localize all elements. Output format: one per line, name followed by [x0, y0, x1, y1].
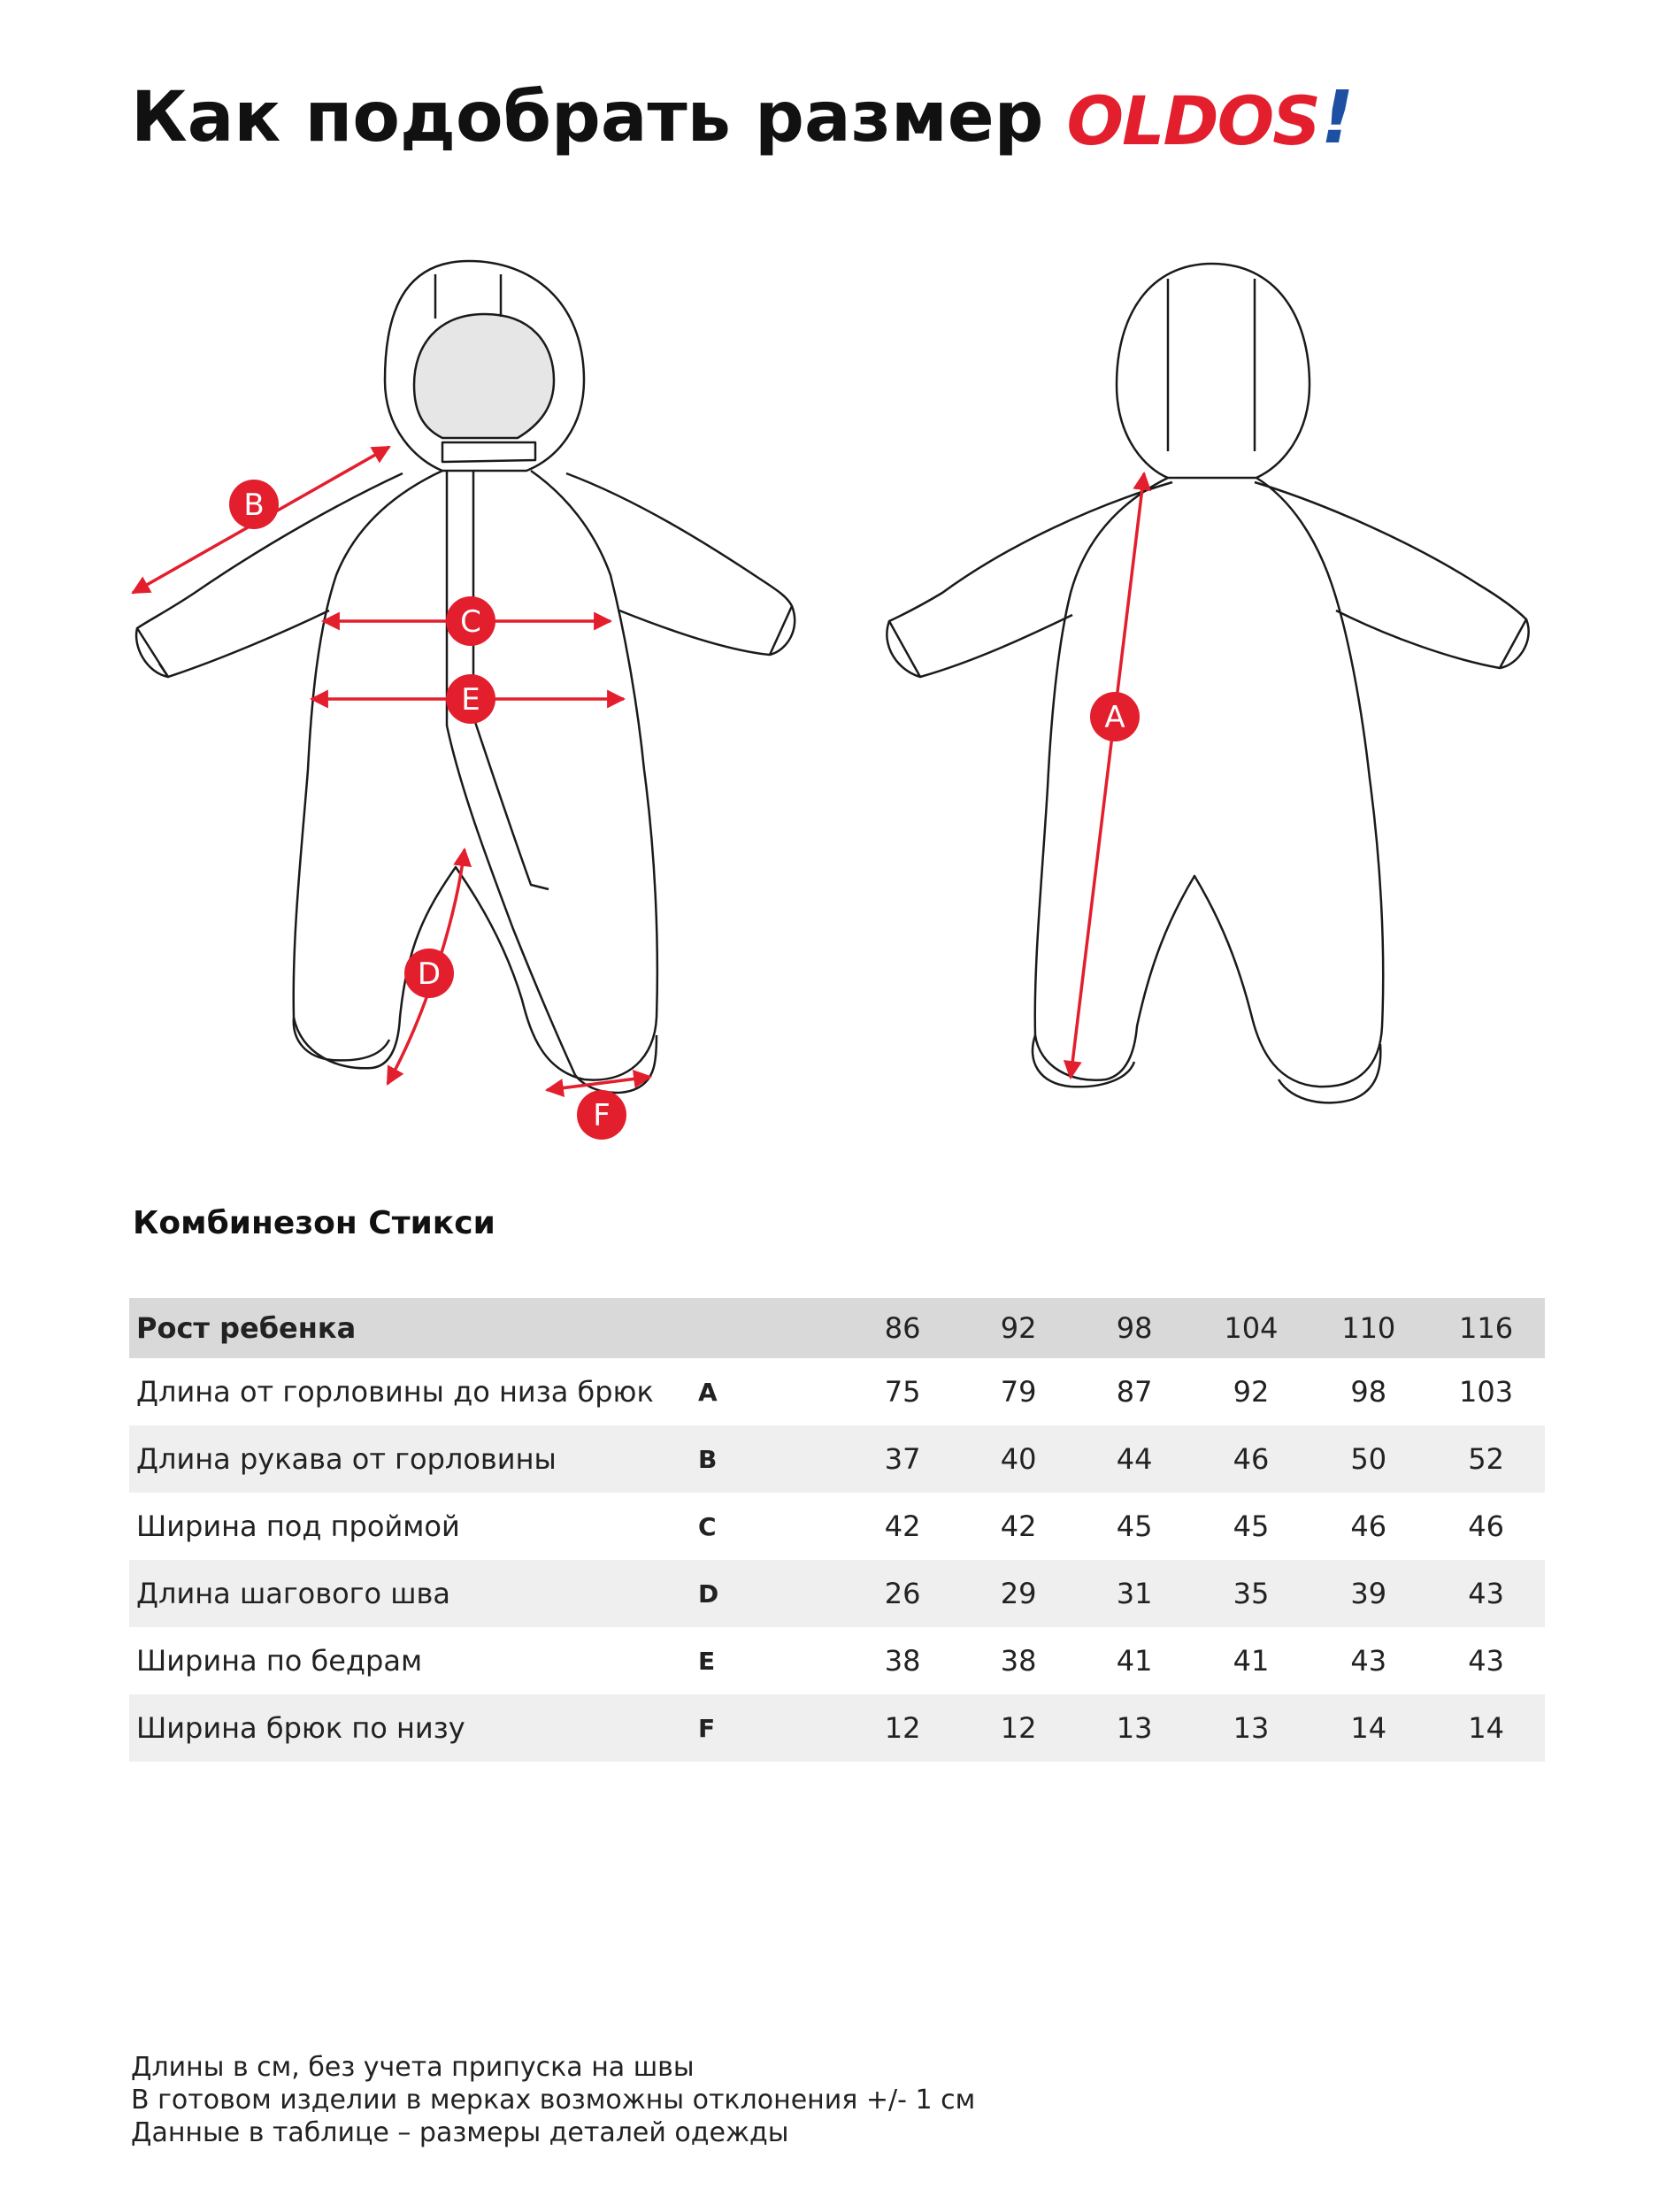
- row-label: Ширина под проймой: [136, 1509, 460, 1543]
- back-right-sleeve: [1255, 482, 1526, 668]
- front-right-sleeve: [566, 473, 792, 655]
- back-hood-seam: [1168, 279, 1255, 451]
- size-98: 98: [1077, 1298, 1193, 1358]
- row-letter: F: [698, 1694, 845, 1762]
- marker-b-label: B: [243, 488, 265, 523]
- cell: 52: [1427, 1425, 1545, 1493]
- cell: 45: [1116, 1509, 1153, 1543]
- cell: 40: [961, 1425, 1077, 1493]
- row-label: Длина шагового шва: [129, 1560, 698, 1627]
- back-view: [887, 264, 1528, 1102]
- footnote-line: В готовом изделии в мерках возможны отклонения +/- 1 см: [131, 2085, 976, 2116]
- footnotes: [131, 2051, 975, 2149]
- page-header: [131, 69, 1354, 166]
- cell: 45: [1233, 1509, 1270, 1543]
- cell: 31: [1077, 1560, 1193, 1627]
- marker-a-label: A: [1104, 700, 1125, 735]
- size-table-header: [129, 1298, 1545, 1358]
- cell: 37: [845, 1425, 961, 1493]
- cell: 50: [1310, 1425, 1427, 1493]
- cell: 43: [1468, 1644, 1504, 1678]
- cell: 46: [1468, 1509, 1504, 1543]
- front-left-foot: [294, 1018, 389, 1060]
- cell: 46: [1350, 1509, 1387, 1543]
- marker-c: [446, 596, 495, 646]
- cell: 41: [1116, 1644, 1153, 1678]
- cell: 14: [1310, 1694, 1427, 1762]
- table-row: [129, 1425, 1545, 1493]
- marker-f-label: F: [593, 1098, 611, 1133]
- cell: 42: [1000, 1509, 1037, 1543]
- back-hood: [1117, 264, 1310, 478]
- cell: 87: [1116, 1375, 1153, 1409]
- header-letter-cell: [698, 1298, 845, 1358]
- logo-exclamation: !: [1320, 75, 1355, 160]
- cell: 14: [1427, 1694, 1545, 1762]
- row-letter: B: [698, 1425, 845, 1493]
- marker-f: [577, 1090, 626, 1140]
- front-body: [294, 471, 657, 1080]
- row-letter: D: [698, 1560, 845, 1627]
- marker-circles: [229, 480, 1140, 1140]
- cell: 38: [1000, 1644, 1037, 1678]
- measurement-arrows: [133, 447, 1144, 1090]
- cell: 44: [1077, 1425, 1193, 1493]
- cell: 79: [1000, 1375, 1037, 1409]
- cell: 13: [1193, 1694, 1310, 1762]
- row-letter: C: [697, 1511, 717, 1541]
- front-collar: [442, 442, 535, 462]
- marker-e: [446, 674, 495, 724]
- cell: 46: [1193, 1425, 1310, 1493]
- marker-d-label: D: [417, 956, 442, 992]
- table-row: [129, 1560, 1545, 1627]
- cell: 103: [1459, 1375, 1514, 1409]
- marker-a: [1090, 692, 1140, 741]
- cell: 12: [845, 1694, 961, 1762]
- size-116: 116: [1427, 1298, 1545, 1358]
- row-label: Длина от горловины до низа брюк: [136, 1375, 654, 1409]
- logo-text: OLDOS: [1066, 81, 1319, 160]
- row-letter: A: [697, 1377, 718, 1407]
- table-row: [129, 1493, 1545, 1560]
- cell: 35: [1193, 1560, 1310, 1627]
- cell: 38: [884, 1644, 921, 1678]
- header-label: Рост ребенка: [129, 1298, 698, 1358]
- cell: 26: [845, 1560, 961, 1627]
- row-letter: E: [697, 1646, 716, 1676]
- brand-logo: [1066, 76, 1354, 160]
- cell: 43: [1350, 1644, 1387, 1678]
- row-label: Ширина по бедрам: [136, 1644, 423, 1678]
- footnote-line: Длины в см, без учета припуска на швы: [131, 2052, 695, 2083]
- footnote-line: Данные в таблице – размеры деталей одежды: [131, 2117, 789, 2148]
- cell: 75: [884, 1375, 921, 1409]
- cell: 13: [1077, 1694, 1193, 1762]
- marker-e-label: E: [461, 682, 480, 718]
- back-body: [1035, 478, 1383, 1087]
- measurement-drawing: [0, 239, 1659, 1177]
- size-92: 92: [961, 1298, 1077, 1358]
- cell: 92: [1233, 1375, 1270, 1409]
- marker-b: [229, 480, 279, 529]
- cell: 43: [1427, 1560, 1545, 1627]
- cell: 29: [961, 1560, 1077, 1627]
- table-row: [129, 1358, 1545, 1425]
- row-label: Ширина брюк по низу: [129, 1694, 698, 1762]
- cell: 98: [1350, 1375, 1387, 1409]
- table-row: [129, 1694, 1545, 1762]
- table-row: [129, 1627, 1545, 1694]
- row-label: Длина рукава от горловины: [129, 1425, 698, 1493]
- cell: 39: [1310, 1560, 1427, 1627]
- product-name: Комбинезон Стикси: [133, 1205, 495, 1241]
- size-110: 110: [1310, 1298, 1427, 1358]
- size-104: 104: [1193, 1298, 1310, 1358]
- size-86: 86: [845, 1298, 961, 1358]
- front-zipper: [447, 471, 575, 1075]
- marker-d: [404, 949, 454, 998]
- size-table: [129, 1298, 1545, 1762]
- cell: 41: [1233, 1644, 1270, 1678]
- cell: 12: [961, 1694, 1077, 1762]
- marker-c-label: C: [460, 604, 481, 640]
- cell: 42: [884, 1509, 921, 1543]
- back-right-foot: [1279, 1044, 1380, 1102]
- front-hood-inner: [414, 314, 554, 438]
- page-title: Как подобрать размер: [131, 78, 1044, 157]
- front-hood-seam: [435, 274, 501, 319]
